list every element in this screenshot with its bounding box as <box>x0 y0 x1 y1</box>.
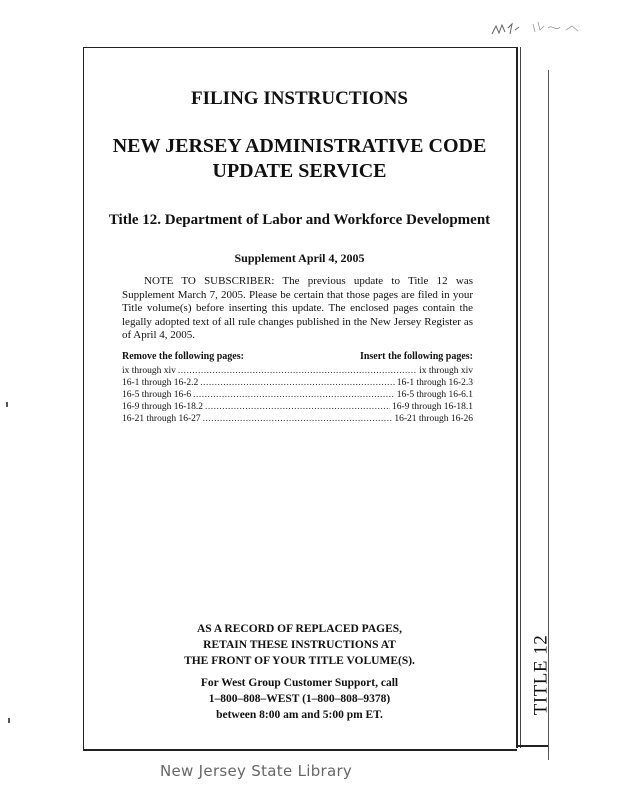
supplement-date: Supplement April 4, 2005 <box>234 251 365 265</box>
insert-pages-heading: Insert the following pages: <box>359 351 473 362</box>
support-hours: between 8:00 am and 5:00 pm ET. <box>216 709 383 721</box>
title-tab-label: TITLE 12 <box>530 634 552 716</box>
tab-rail-bottom <box>516 745 548 747</box>
pages-header <box>122 351 473 362</box>
insert-range: 16-1 through 16-2.3 <box>396 378 473 388</box>
title-tab <box>530 630 552 720</box>
remove-range: 16-9 through 16-18.2 <box>122 402 204 412</box>
leader-dots <box>203 413 393 425</box>
insert-range: 16-5 through 16-6.1 <box>396 390 473 400</box>
insert-range: ix through xiv <box>419 366 473 376</box>
record-line3: THE FRONT OF YOUR TITLE VOLUME(S). <box>184 655 415 667</box>
remove-range: 16-1 through 16-2.2 <box>122 378 199 388</box>
margin-mark <box>6 402 8 407</box>
page-row <box>122 365 473 377</box>
department-title: Title 12. Department of Labor and Workforce Development <box>108 212 491 228</box>
page-row <box>122 413 473 425</box>
record-line2: RETAIN THESE INSTRUCTIONS AT <box>203 639 396 651</box>
code-title-line2: UPDATE SERVICE <box>212 160 387 182</box>
customer-support <box>83 675 516 723</box>
insert-range: 16-9 through 16-18.1 <box>391 402 473 412</box>
page-row <box>122 401 473 413</box>
remove-range: ix through xiv <box>122 366 176 376</box>
support-phone: 1–800–808–WEST (1–800–808–9378) <box>208 693 391 705</box>
margin-mark <box>8 718 10 723</box>
tab-rail <box>520 47 521 748</box>
remove-range: 16-5 through 16-6 <box>122 390 192 400</box>
library-stamp: New Jersey State Library <box>160 762 353 780</box>
code-title <box>83 134 516 184</box>
record-instructions <box>83 621 516 669</box>
support-line1: For West Group Customer Support, call <box>200 677 399 689</box>
page-row <box>122 377 473 389</box>
leader-dots <box>200 377 394 389</box>
leader-dots <box>178 365 417 377</box>
remove-pages-heading: Remove the following pages: <box>122 351 244 362</box>
insert-range: 16-21 through 16-26 <box>394 414 473 424</box>
handwritten-annotation <box>488 16 598 42</box>
code-title-line1: NEW JERSEY ADMINISTRATIVE CODE <box>112 135 487 157</box>
page-row <box>122 389 473 401</box>
pages-list <box>122 365 473 425</box>
subscriber-note: NOTE TO SUBSCRIBER: The previous update to Title 12 was Supplement March 7, 2005. Please be certain that those pages are filed in your Title volume(s) before inserting this update. The enclosed pages contain the legally adopted text of all rule changes published in the New Jersey Register as of April 4, 2005. <box>122 275 473 341</box>
frame-right-border <box>516 47 518 748</box>
page-title: FILING INSTRUCTIONS <box>191 88 408 109</box>
remove-range: 16-21 through 16-27 <box>122 414 201 424</box>
leader-dots <box>193 389 395 401</box>
leader-dots <box>205 401 390 413</box>
record-line1: AS A RECORD OF REPLACED PAGES, <box>196 623 403 635</box>
